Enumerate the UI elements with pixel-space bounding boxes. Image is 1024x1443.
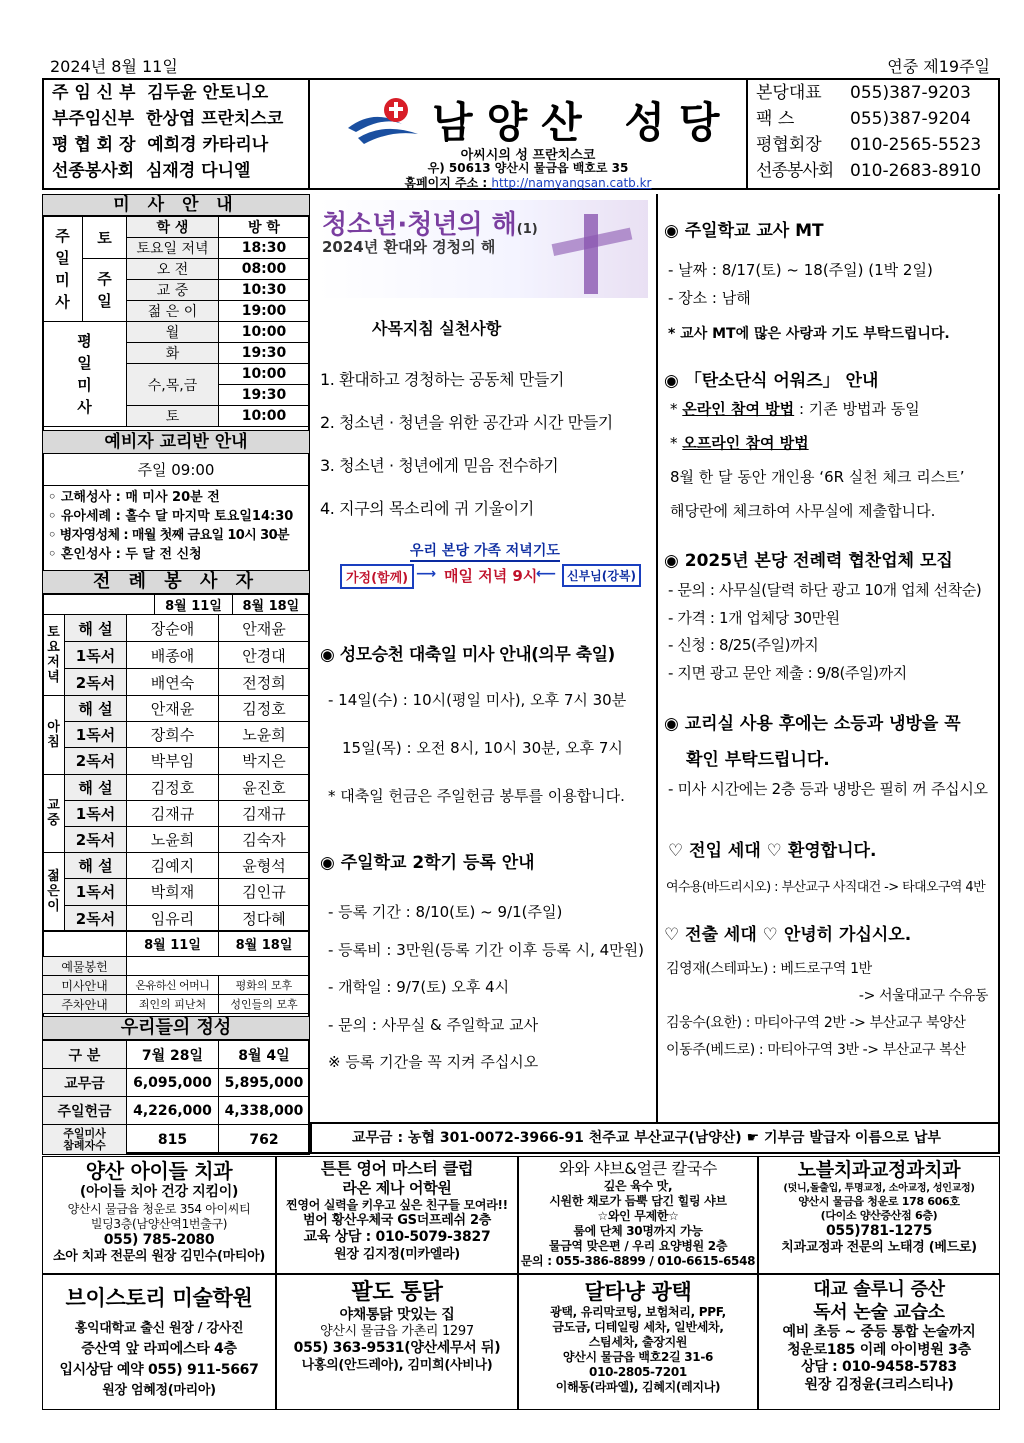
ad-title: 양산 아이들 치과 <box>85 1159 233 1183</box>
mass-table <box>42 216 310 427</box>
liturgy-role: 1독서 <box>65 800 127 826</box>
bulletin-line: - 지면 광고 문안 제출 : 9/8(주일)까지 <box>668 663 907 682</box>
liturgy-role: 해 설 <box>65 774 127 800</box>
liturgy-minister: 배연숙 <box>127 669 219 696</box>
liturgy-minister: 박희재 <box>127 879 219 905</box>
liturgy-role: 1독서 <box>65 879 127 905</box>
carbon-body <box>670 392 965 528</box>
offering-head: 구 분 <box>43 1041 127 1069</box>
liturgy-minister: 배종애 <box>127 642 219 669</box>
weekday-time: 10:00 <box>219 406 310 427</box>
room-title: 확인 부탁드립니다. <box>686 750 830 770</box>
mass-time: 08:00 <box>219 259 310 280</box>
liturgy-date: 8월 11일 <box>127 931 219 957</box>
liturgy-minister: 김숙자 <box>219 826 310 852</box>
liturgy-role: 2독서 <box>65 748 127 774</box>
liturgy-minister: 박부임 <box>127 748 219 774</box>
liturgy-minister: 김재규 <box>219 800 310 826</box>
banner-subtitle: 2024년 환대와 경청의 해 <box>322 238 496 256</box>
extra-label: 주차안내 <box>43 995 127 1014</box>
ad-line: 교육 상담 : 010-5079-3827 <box>303 1229 491 1245</box>
ad-title: 팔도 통닭 <box>351 1280 443 1305</box>
extra-value: 온유하신 어머니 <box>127 976 219 995</box>
sunday-label: 주 일 <box>83 259 127 322</box>
offering-value: 5,895,000 <box>219 1069 310 1097</box>
sunday-school-line: - 등록비 : 3만원(등록 기간 이후 등록 시, 4만원) <box>328 940 645 959</box>
liturgy-row <box>43 669 310 696</box>
liturgy-group-label: 토요저녁 <box>43 615 65 696</box>
arrow-left-icon: ⟵ <box>536 566 557 582</box>
contact-row: 평협회장 010-2565-5523 <box>756 135 982 155</box>
ad-line: (다이소 양산증산점 6층) <box>820 1209 938 1222</box>
room-notice <box>664 706 961 778</box>
ad-title: 달타냥 광택 <box>584 1280 692 1304</box>
mass-name: 교 중 <box>127 280 219 301</box>
carbon-line: 8월 한 달 동안 개인용 ‘6R 실천 체크 리스트’ <box>670 468 965 486</box>
liturgy-table <box>42 594 310 615</box>
ad-line: 010-2805-7201 <box>589 1365 687 1380</box>
move-out-line: 이동주(베드로) : 마티아구역 3반 -> 부산교구 복산 <box>666 1042 966 1058</box>
ad-line: 양산시 물금읍 청운로 354 아이씨티 <box>67 1201 251 1216</box>
weekday-day: 수,목,금 <box>127 364 219 406</box>
prayer-right: 신부님(강복) <box>562 564 641 587</box>
weekday-time: 19:30 <box>219 343 310 364</box>
ad-line: 문의 : 055-386-8899 / 010-6615-6548 <box>520 1254 756 1268</box>
prayer-box <box>340 540 636 592</box>
ad-line: 이해동(라파엘), 김혜지(레지나) <box>555 1380 721 1395</box>
carbon-online: * 온라인 참여 방법 : 기존 방법과 동일 <box>670 400 920 418</box>
ad-line: 광택, 유리막코팅, 보험처리, PPF, <box>550 1305 726 1320</box>
ad-box <box>758 1156 1000 1274</box>
offering-label: 주일미사 참례자수 <box>43 1125 127 1155</box>
weekday-day: 화 <box>127 343 219 364</box>
pastoral-item: 2. 청소년 · 청년을 위한 공간과 시간 만들기 <box>320 413 613 432</box>
assumption-line: - 14일(수) : 10시(평일 미사), 오후 7시 30분 <box>328 691 627 709</box>
liturgy-minister: 노윤희 <box>219 722 310 748</box>
catechumen-title: 예비자 교리반 안내 <box>42 430 310 454</box>
liturgy-row <box>43 800 310 826</box>
move-out-line: -> 서울대교구 수유동 <box>858 988 988 1004</box>
church-patron: 아씨시의 성 프란치스코 <box>460 148 596 163</box>
assumption-line: 15일(목) : 오전 8시, 10시 30분, 오후 7시 <box>342 739 623 757</box>
bulletin-line: - 신청 : 8/25(주일)까지 <box>668 636 819 654</box>
liturgy-minister: 윤형석 <box>219 853 310 879</box>
liturgy-date: 8월 18일 <box>219 931 310 957</box>
bulletin-line: - 가격 : 1개 업체당 30만원 <box>668 608 840 627</box>
ad-title: 와와 샤브&얼큰 칼국수 <box>558 1159 718 1178</box>
carbon-title: ◉ 「탄소단식 어워즈」 안내 <box>664 371 879 391</box>
extra-value: 평화의 모후 <box>219 976 310 995</box>
liturgy-minister: 김재규 <box>127 800 219 826</box>
assumption-line: * 대축일 헌금은 주일헌금 봉투를 이용합니다. <box>328 787 625 805</box>
move-out-body <box>666 956 992 1064</box>
homepage-link[interactable]: http://namyangsan.catb.kr <box>491 176 652 190</box>
liturgy-extra-table <box>42 930 310 1014</box>
ad-title: 노블치과교정과치과 <box>797 1159 961 1181</box>
offering-head: 8월 4일 <box>219 1041 310 1069</box>
ad-line: 원장 엄혜정(마리아) <box>102 1382 216 1398</box>
ad-line: 055) 363-9531(양산세무서 뒤) <box>293 1340 501 1357</box>
liturgy-group-label: 아침 <box>43 696 65 775</box>
move-in-line: 여수용(바드리시오) : 부산교구 사직대건 -> 타대오구역 4반 <box>666 880 986 895</box>
mass-title: 미 사 안 내 <box>42 194 310 216</box>
liturgy-minister: 전정희 <box>219 669 310 696</box>
offering-value: 6,095,000 <box>127 1069 219 1097</box>
extra-label: 예물봉헌 <box>43 957 127 976</box>
sunday-school-line: - 개학일 : 9/7(토) 오후 4시 <box>328 978 510 996</box>
sunday-school-line: - 등록 기간 : 8/10(토) ~ 9/1(주일) <box>328 903 563 921</box>
cross-graphic-icon <box>538 208 644 296</box>
pastoral-item: 1. 환대하고 경청하는 공동체 만들기 <box>320 370 564 389</box>
prayer-title: 우리 본당 가족 저녁기도 <box>410 540 560 562</box>
extra-label: 미사안내 <box>43 976 127 995</box>
contact-row: 본당대표 055)387-9203 <box>756 83 971 103</box>
carbon-line: 해당란에 체크하여 사무실에 제출합니다. <box>670 502 936 520</box>
liturgy-row <box>43 826 310 852</box>
liturgy-role: 해 설 <box>65 696 127 722</box>
ad-box <box>518 1156 758 1274</box>
prayer-left: 가정(함께) <box>340 564 414 589</box>
ad-line: 입시상담 예약 055) 911-5667 <box>59 1361 259 1378</box>
church-address: 우) 50613 양산시 물금읍 백호로 35 <box>427 161 629 175</box>
bulletin-title: ◉ 2025년 본당 전례력 협찬업체 모집 <box>664 551 953 571</box>
ad-line: (아이들 치아 건강 지킴이) <box>79 1184 239 1200</box>
mass-name: 젊 은 이 <box>127 301 219 322</box>
mass-head-time: 방 학 <box>219 217 310 238</box>
liturgy-row <box>43 748 310 774</box>
ad-line: 홍익대학교 출신 원장 / 강사진 <box>74 1321 244 1337</box>
offering-table <box>42 1040 310 1155</box>
ad-line: 055) 785-2080 <box>103 1231 215 1248</box>
liturgy-row <box>43 615 310 642</box>
liturgy-row <box>43 642 310 669</box>
ad-line: 양산시 물금읍 가촌리 1297 <box>320 1324 474 1339</box>
weekday-day: 토 <box>127 406 219 427</box>
liturgy-minister: 노윤희 <box>127 826 219 852</box>
ad-line: 증산역 앞 라피에스타 4층 <box>81 1340 237 1357</box>
sacraments-list <box>48 488 308 564</box>
ad-line: 범어 황산우체국 GS더프레쉬 2층 <box>303 1212 491 1228</box>
liturgy-group-label: 젊은이 <box>43 853 65 932</box>
mass-time: 10:30 <box>219 280 310 301</box>
ad-line: 시원한 채로가 듬뿍 담긴 힐링 샤브 <box>549 1194 727 1208</box>
staff-box <box>42 78 310 190</box>
liturgy-date: 8월 11일 <box>155 595 232 615</box>
offering-value: 4,226,000 <box>127 1097 219 1125</box>
mt-title: ◉ 주일학교 교사 MT <box>664 221 824 241</box>
staff-row: 주 임 신 부 김두윤 안토니오 <box>52 83 269 103</box>
banner-title: 청소년·청년의 해(1) <box>322 210 538 240</box>
offering-label: 주일헌금 <box>43 1097 127 1125</box>
mass-name: 오 전 <box>127 259 219 280</box>
ad-title: 브이스토리 미술학원 <box>65 1286 253 1310</box>
contact-row: 팩 스 055)387-9204 <box>756 109 971 129</box>
mass-head-student: 학 생 <box>127 217 219 238</box>
bulletin-body <box>668 577 981 687</box>
offering-title: 우리들의 정성 <box>42 1016 310 1040</box>
sacrament-item: ◦ 유아세례 : 홀수 달 마지막 토요일14:30 <box>48 509 294 524</box>
contact-row: 선종봉사회 010-2683-8910 <box>756 161 982 181</box>
ad-line: 금도금, 디테일링 세차, 일반세차, <box>552 1320 724 1335</box>
sunday-mass-label: 주 일 미 사 <box>43 217 83 322</box>
ad-line: 양산시 물금읍 청운로 178 606호 <box>798 1195 960 1209</box>
liturgy-row <box>43 879 310 905</box>
liturgical-week: 연중 제19주일 <box>887 57 990 76</box>
liturgy-group-label: 교중 <box>43 774 65 853</box>
mt-body <box>668 256 950 348</box>
ad-line: 빌딩3층(남양산역1번출구) <box>90 1216 228 1231</box>
ad-line: ☆와인 무제한☆ <box>597 1209 679 1223</box>
offering-value: 762 <box>219 1125 310 1155</box>
sacrament-item: ◦ 고해성사 : 매 미사 20분 전 <box>48 490 220 505</box>
mass-time: 18:30 <box>219 238 310 259</box>
offering-head: 7월 28일 <box>127 1041 219 1069</box>
sunday-school-line: ※ 등록 기간을 꼭 지켜 주십시오 <box>328 1053 539 1071</box>
move-out-line: 김웅수(요한) : 마티아구역 2반 -> 부산교구 북양산 <box>666 1015 966 1031</box>
catechumen-time: 주일 09:00 <box>42 454 310 486</box>
ad-line: 물금역 맞은편 / 우리 요양병원 2층 <box>548 1239 728 1253</box>
liturgy-minister: 김인규 <box>219 879 310 905</box>
ad-line: 룸에 단체 30명까지 가능 <box>573 1224 703 1238</box>
assumption-title: ◉ 성모승천 대축일 미사 안내(의무 축일) <box>320 645 615 665</box>
ad-box <box>758 1274 1000 1410</box>
liturgy-minister: 정다혜 <box>219 905 310 931</box>
liturgy-minister: 안재윤 <box>127 696 219 722</box>
liturgy-minister: 장희수 <box>127 722 219 748</box>
room-line: - 미사 시간에는 2층 등과 냉방은 필히 꺼 주십시오 <box>668 780 988 798</box>
issue-date: 2024년 8월 11일 <box>50 57 178 76</box>
liturgy-date: 8월 18일 <box>232 595 309 615</box>
weekday-mass-label: 평 일 미 사 <box>43 322 127 427</box>
ad-line: 청운로185 이레 아이병원 3층 <box>787 1341 971 1358</box>
ad-box <box>42 1156 276 1274</box>
move-out-line: 김영재(스테파노) : 베드로구역 1반 <box>666 961 872 977</box>
prayer-time: 매일 저녁 9시 <box>444 567 538 585</box>
liturgy-title: 전 례 봉 사 자 <box>42 570 310 594</box>
staff-row: 평 협 회 장 예희경 카타리나 <box>52 135 269 155</box>
liturgy-row <box>43 905 310 931</box>
sunday-school-body <box>328 894 644 1082</box>
bulletin-line: - 문의 : 사무실(달력 하단 광고 10개 업체 선착순) <box>668 581 982 599</box>
mt-line: - 날짜 : 8/17(토) ~ 18(주일) (1박 2일) <box>668 261 933 279</box>
liturgy-minister: 윤진호 <box>219 774 310 800</box>
pastoral-item: 3. 청소년 · 청년에게 믿음 전수하기 <box>320 456 559 475</box>
liturgy-minister: 김예지 <box>127 853 219 879</box>
ad-line: 원장 김지정(미카엘라) <box>334 1246 460 1262</box>
move-in-title: ♡ 전입 세대 ♡ 환영합니다. <box>668 841 877 861</box>
liturgy-role: 1독서 <box>65 642 127 669</box>
liturgy-minister: 김정호 <box>219 696 310 722</box>
extra-value: 성인들의 모후 <box>219 995 310 1014</box>
weekday-time: 10:00 <box>219 364 310 385</box>
liturgy-role: 2독서 <box>65 905 127 931</box>
church-name: 남양산 성당 <box>432 98 734 147</box>
pastoral-title: 사목지침 실천사항 <box>372 319 502 338</box>
room-title: ◉ 교리실 사용 후에는 소등과 냉방을 꼭 <box>664 714 961 734</box>
ad-line: 독서 논술 교습소 <box>813 1301 945 1323</box>
ad-box <box>276 1274 518 1410</box>
ad-line: (덧니,돌출입, 투명교정, 소아교정, 성인교정) <box>783 1182 975 1194</box>
liturgy-minister: 장순애 <box>127 615 219 642</box>
saturday-label: 토 <box>83 217 127 259</box>
liturgy-role: 2독서 <box>65 826 127 852</box>
liturgy-role: 해 설 <box>65 853 127 879</box>
move-out-title: ♡ 전출 세대 ♡ 안녕히 가십시오. <box>664 925 912 945</box>
liturgy-minister: 박지은 <box>219 748 310 774</box>
liturgy-row <box>43 774 310 800</box>
liturgy-role: 2독서 <box>65 669 127 696</box>
staff-row: 부주임신부 한상엽 프란치스코 <box>52 109 284 129</box>
offering-value: 815 <box>127 1125 219 1155</box>
church-logo-icon <box>344 94 424 146</box>
liturgy-minister: 임유리 <box>127 905 219 931</box>
assumption-body <box>328 688 626 808</box>
ad-box <box>518 1274 758 1410</box>
liturgy-row <box>43 722 310 748</box>
ad-line: 찐영어 실력을 키우고 싶은 친구들 모여라!! <box>286 1197 508 1212</box>
ad-line: 라온 제나 어학원 <box>342 1179 452 1197</box>
sacrament-item: ◦ 병자영성체 : 매월 첫째 금요일 10시 30분 <box>48 528 289 543</box>
ad-line: 치과교정과 전문의 노태경 (베드로) <box>781 1240 977 1256</box>
dues-strip: 교무금 : 농협 301-0072-3966-91 천주교 부산교구(남양산) ☛ 기부금 발급자 이름으로 납부 <box>310 1124 1000 1154</box>
liturgy-row <box>43 696 310 722</box>
pastoral-item: 4. 지구의 목소리에 귀 기울이기 <box>320 499 534 518</box>
church-header <box>310 78 746 190</box>
weekday-time: 10:00 <box>219 322 310 343</box>
ad-line: 깊은 육수 맛, <box>603 1179 673 1193</box>
ad-line: 스팀세차, 출장지원 <box>588 1335 688 1350</box>
liturgy-minister: 안경대 <box>219 642 310 669</box>
offering-label: 교무금 <box>43 1069 127 1097</box>
ad-line: 소아 치과 전문의 원장 김민수(마티아) <box>52 1249 266 1264</box>
ad-line: 원장 김정윤(크리스티나) <box>804 1376 954 1393</box>
ad-line: 야채통닭 맛있는 집 <box>339 1306 455 1323</box>
liturgy-minister: 안재윤 <box>219 615 310 642</box>
sacrament-item: ◦ 혼인성사 : 두 달 전 신청 <box>48 547 202 562</box>
arrow-right-icon: ⟶ <box>416 566 437 582</box>
weekday-time: 19:30 <box>219 385 310 406</box>
contacts-box <box>746 78 1000 190</box>
weekday-day: 월 <box>127 322 219 343</box>
ad-line: 양산시 물금읍 백호2길 31-6 <box>562 1350 714 1365</box>
ad-line: 나홍의(안드레아), 김미희(사비나) <box>301 1357 493 1373</box>
offering-value: 4,338,000 <box>219 1097 310 1125</box>
pastoral-list <box>320 358 613 530</box>
youth-year-banner <box>318 200 648 298</box>
sunday-school-title: ◉ 주일학교 2학기 등록 안내 <box>320 853 535 873</box>
extra-value: 죄인의 피난처 <box>127 995 219 1014</box>
mass-time: 19:00 <box>219 301 310 322</box>
liturgy-minister: 김정호 <box>127 774 219 800</box>
homepage-line: 홈페이지 주소 : http://namyangsan.catb.kr <box>404 176 652 190</box>
liturgy-role: 해 설 <box>65 615 127 642</box>
ad-line: 055)781-1275 <box>825 1222 933 1239</box>
mt-line: * 교사 MT에 많은 사랑과 기도 부탁드립니다. <box>668 326 950 342</box>
ad-box <box>276 1156 518 1274</box>
ad-title: 대교 솔루니 증산 <box>813 1279 945 1300</box>
staff-row: 선종봉사회 심재경 다니엘 <box>52 161 251 181</box>
ad-box <box>42 1274 276 1410</box>
liturgy-row <box>43 853 310 879</box>
liturgy-groups <box>42 614 310 932</box>
ad-line: 상담 : 010-9458-5783 <box>801 1359 957 1375</box>
ad-line: 예비 초등 ~ 중등 통합 논술까지 <box>782 1324 976 1340</box>
mass-name: 토요일 저녁 <box>127 238 219 259</box>
mt-line: - 장소 : 남해 <box>668 289 751 307</box>
sunday-school-line: - 문의 : 사무실 & 주일학교 교사 <box>328 1015 539 1034</box>
carbon-offline: * 오프라인 참여 방법 <box>670 434 809 452</box>
liturgy-role: 1독서 <box>65 722 127 748</box>
ad-title: 튼튼 영어 마스터 클럽 <box>320 1159 474 1178</box>
